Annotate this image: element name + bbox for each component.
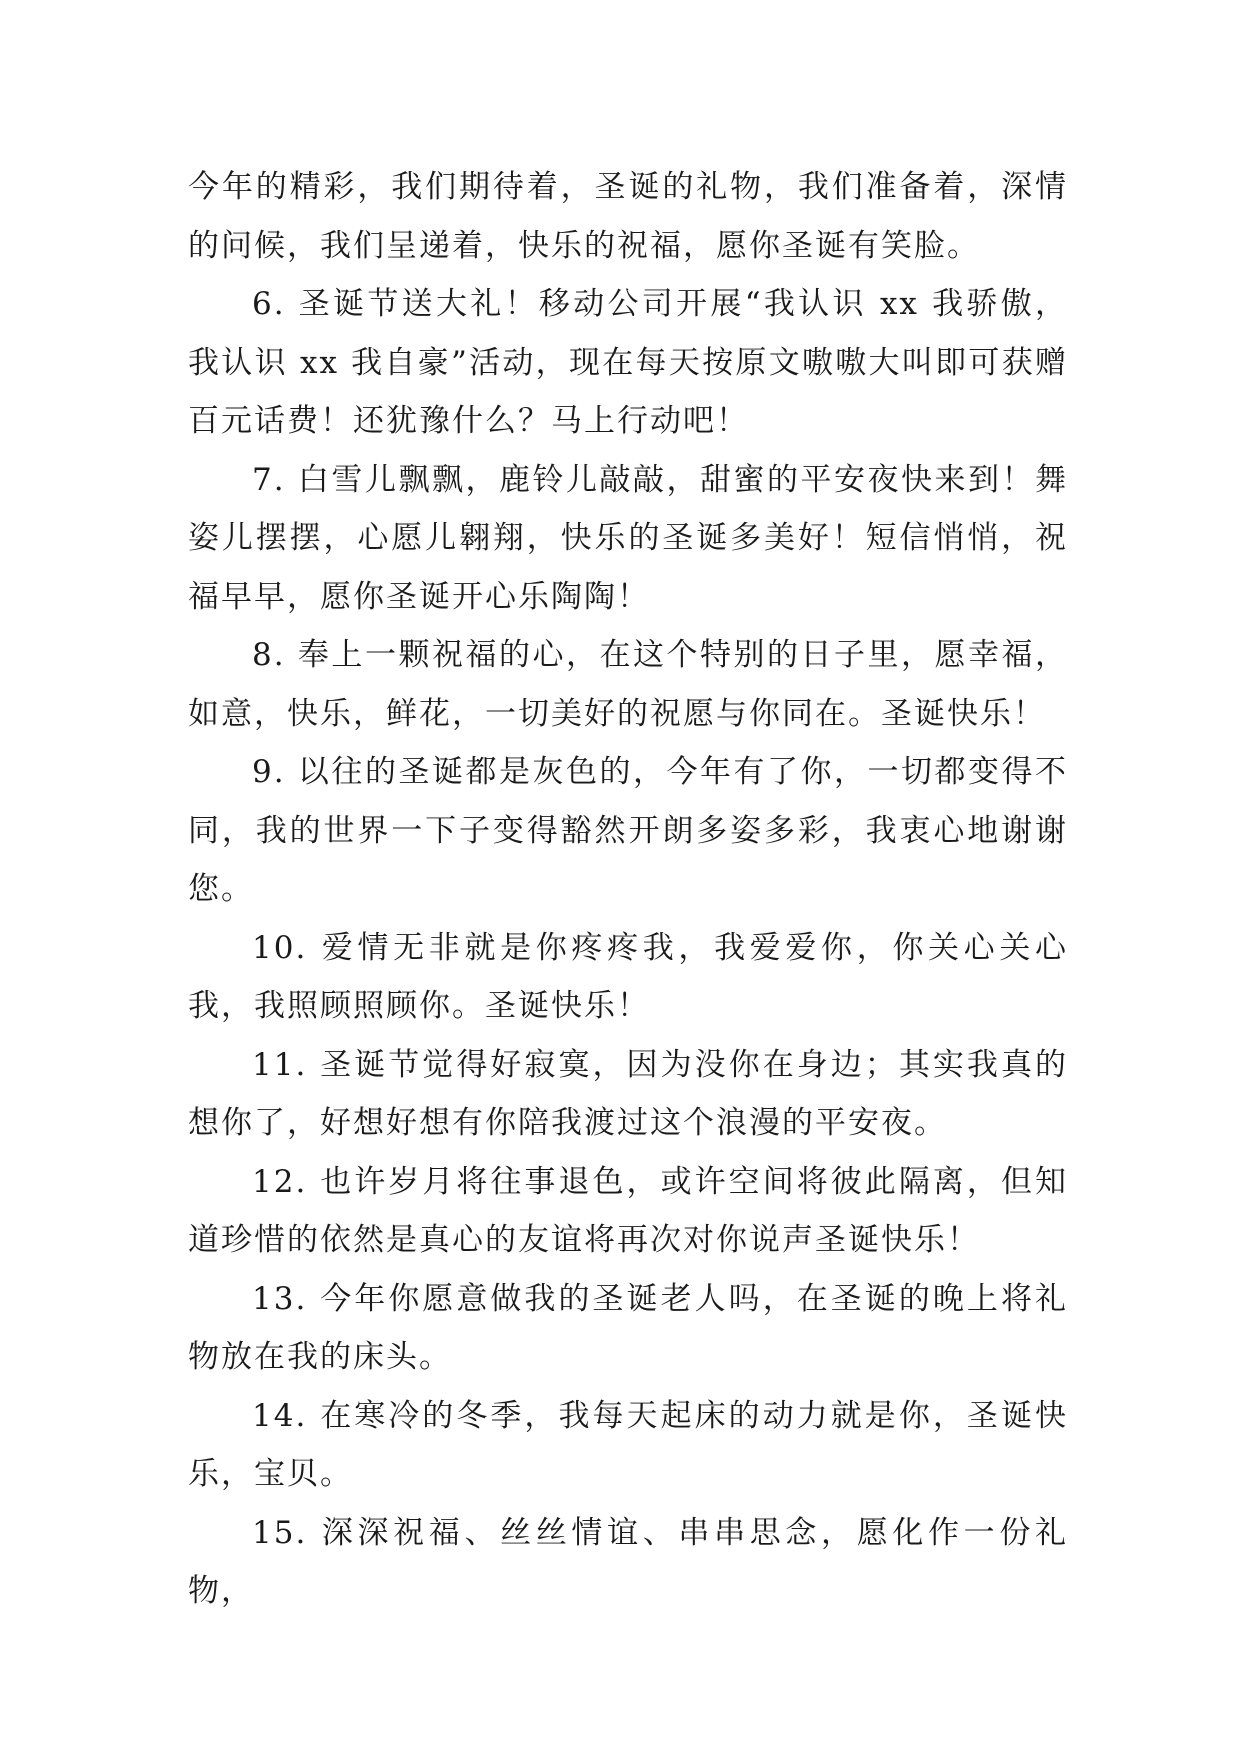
paragraph-item-14: 14. 在寒冷的冬季，我每天起床的动力就是你，圣诞快乐，宝贝。 bbox=[188, 1397, 1068, 1492]
paragraph-item-11: 11. 圣诞节觉得好寂寞，因为没你在身边；其实我真的想你了，好想好想有你陪我渡过这个浪漫的平安夜。 bbox=[188, 1046, 1068, 1141]
paragraph-item-6: 6. 圣诞节送大礼！移动公司开展“我认识 xx 我骄傲，我认识 xx 我自豪”活动，现在每天按原文嗷嗷大叫即可获赠百元话费！还犹豫什么？马上行动吧！ bbox=[188, 286, 1068, 439]
paragraph-item-12: 12. 也许岁月将往事退色，或许空间将彼此隔离，但知道珍惜的依然是真心的友谊将再次对你说声圣诞快乐！ bbox=[188, 1163, 1068, 1258]
paragraph-item-8: 8. 奉上一颗祝福的心，在这个特别的日子里，愿幸福，如意，快乐，鲜花，一切美好的祝愿与你同在。圣诞快乐！ bbox=[188, 637, 1068, 732]
paragraph-intro: 今年的精彩，我们期待着，圣诞的礼物，我们准备着，深情的问候，我们呈递着，快乐的祝福，愿你圣诞有笑脸。 bbox=[188, 169, 1068, 264]
paragraph-item-7: 7. 白雪儿飘飘，鹿铃儿敲敲，甜蜜的平安夜快来到！舞姿儿摆摆，心愿儿翱翔，快乐的圣诞多美好！短信悄悄，祝福早早，愿你圣诞开心乐陶陶！ bbox=[188, 461, 1068, 615]
paragraph-item-13: 13. 今年你愿意做我的圣诞老人吗，在圣诞的晚上将礼物放在我的床头。 bbox=[188, 1280, 1068, 1375]
document-body bbox=[188, 158, 1068, 1621]
paragraph-item-15: 15. 深深祝福、丝丝情谊、串串思念，愿化作一份礼物， bbox=[188, 1514, 1068, 1609]
paragraph-item-9: 9. 以往的圣诞都是灰色的，今年有了你，一切都变得不同，我的世界一下子变得豁然开朗多姿多彩，我衷心地谢谢您。 bbox=[188, 754, 1068, 907]
paragraph-item-10: 10. 爱情无非就是你疼疼我，我爱爱你，你关心关心我，我照顾照顾你。圣诞快乐！ bbox=[188, 929, 1068, 1024]
